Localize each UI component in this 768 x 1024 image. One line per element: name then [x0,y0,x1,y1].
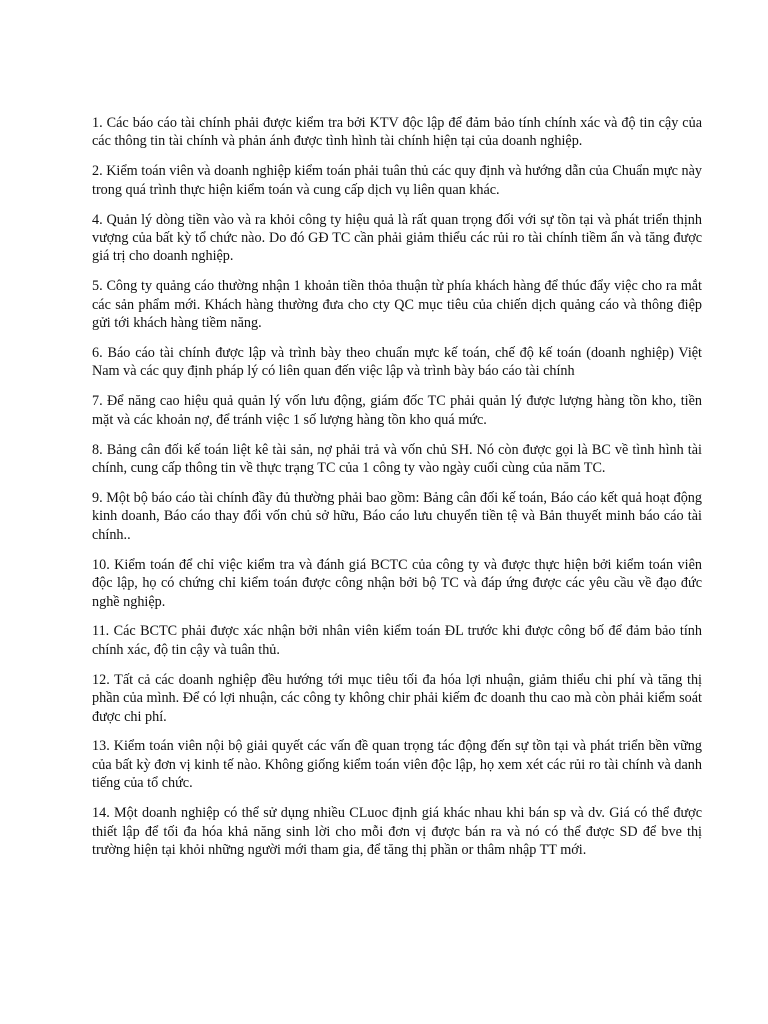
paragraph-7: 7. Để năng cao hiệu quả quản lý vốn lưu động, giám đốc TC phải quản lý được lượng hàng tồn kho, tiền mặt và các khoản nợ, để tránh việc 1 số lượng hàng tồn kho quá mức. [92,393,702,428]
paragraph-5: 5. Công ty quảng cáo thường nhận 1 khoản tiền thỏa thuận từ phía khách hàng để thúc đẩy việc cho ra mắt các sản phẩm mới. Khách hàng thường đưa cho cty QC mục tiêu của chiến dịch quảng cáo và thông điệp gửi tới khách hàng tiềm năng. [92,278,702,332]
paragraph-8: 8. Bảng cân đối kế toán liệt kê tài sản, nợ phải trả và vốn chủ SH. Nó còn được gọi là BC về tình hình tài chính, cung cấp thông tin về thực trạng TC của 1 công ty vào ngày cuối cùng của năm TC. [92,441,702,477]
paragraph-9: 9. Một bộ báo cáo tài chính đầy đủ thường phải bao gồm: Bảng cân đối kế toán, Báo cáo kết quả hoạt động kinh doanh, Báo cáo thay đổi vốn chủ sở hữu, Báo cáo lưu chuyển tiền tệ và Bản thuyết minh báo cáo tài chính.. [92,490,702,543]
paragraph-11: 11. Các BCTC phải được xác nhận bởi nhân viên kiểm toán ĐL trước khi được công bố để đảm bảo tính chính xác, độ tin cậy và tuân thủ. [92,623,702,658]
document-page [92,114,702,871]
paragraph-1: 1. Các báo cáo tài chính phải được kiểm tra bởi KTV độc lập để đảm bảo tính chính xác và độ tin cậy của các thông tin tài chính và phản ánh được tình hình tài chính hiện tại của doanh nghiệp. [92,115,702,150]
paragraph-10: 10. Kiểm toán để chỉ việc kiểm tra và đánh giá BCTC của công ty và được thực hiện bởi kiểm toán viên độc lập, họ có chứng chỉ kiểm toán được công nhận bởi bộ TC và đáp ứng được các yêu cầu về đạo đức nghề nghiệp. [92,556,702,610]
paragraph-4: 4. Quản lý dòng tiền vào và ra khỏi công ty hiệu quả là rất quan trọng đối với sự tồn tại và phát triển thịnh vượng của bất kỳ tổ chức nào. Do đó GĐ TC cần phải giảm thiểu các rủi ro tài chính tiềm ẩn và tăng được giá trị cho doanh nghiệp. [92,211,702,265]
paragraph-14: 14. Một doanh nghiệp có thể sử dụng nhiều CLuoc định giá khác nhau khi bán sp và dv. Giá có thể được thiết lập để tối đa hóa khả năng sinh lời cho mỗi đơn vị được bán ra và nó có thể được SD để bve thị trường hiện tại khỏi những người mới tham gia, để tăng thị phần or thâm nhập TT mới. [92,805,702,858]
paragraph-6: 6. Báo cáo tài chính được lập và trình bày theo chuẩn mực kế toán, chế độ kế toán (doanh nghiệp) Việt Nam và các quy định pháp lý có liên quan đến việc lập và trình bày báo cáo tài chính [92,345,702,380]
paragraph-12: 12. Tất cả các doanh nghiệp đều hướng tới mục tiêu tối đa hóa lợi nhuận, giảm thiểu chi phí và tăng thị phần của mình. Để có lợi nhuận, các công ty không chir phải kiếm đc doanh thu cao mà còn phải kiểm soát được chi phí. [92,671,702,725]
paragraph-2: 2. Kiểm toán viên và doanh nghiệp kiểm toán phải tuân thủ các quy định và hướng dẫn của Chuẩn mực này trong quá trình thực hiện kiểm toán và cung cấp dịch vụ liên quan khác. [92,163,702,198]
paragraph-13: 13. Kiểm toán viên nội bộ giải quyết các vấn đề quan trọng tác động đến sự tồn tại và phát triển bền vững của bất kỳ đơn vị kinh tế nào. Không giống kiểm toán viên độc lập, họ xem xét các rủi ro tài chính và danh tiếng của tổ chức. [92,738,702,792]
